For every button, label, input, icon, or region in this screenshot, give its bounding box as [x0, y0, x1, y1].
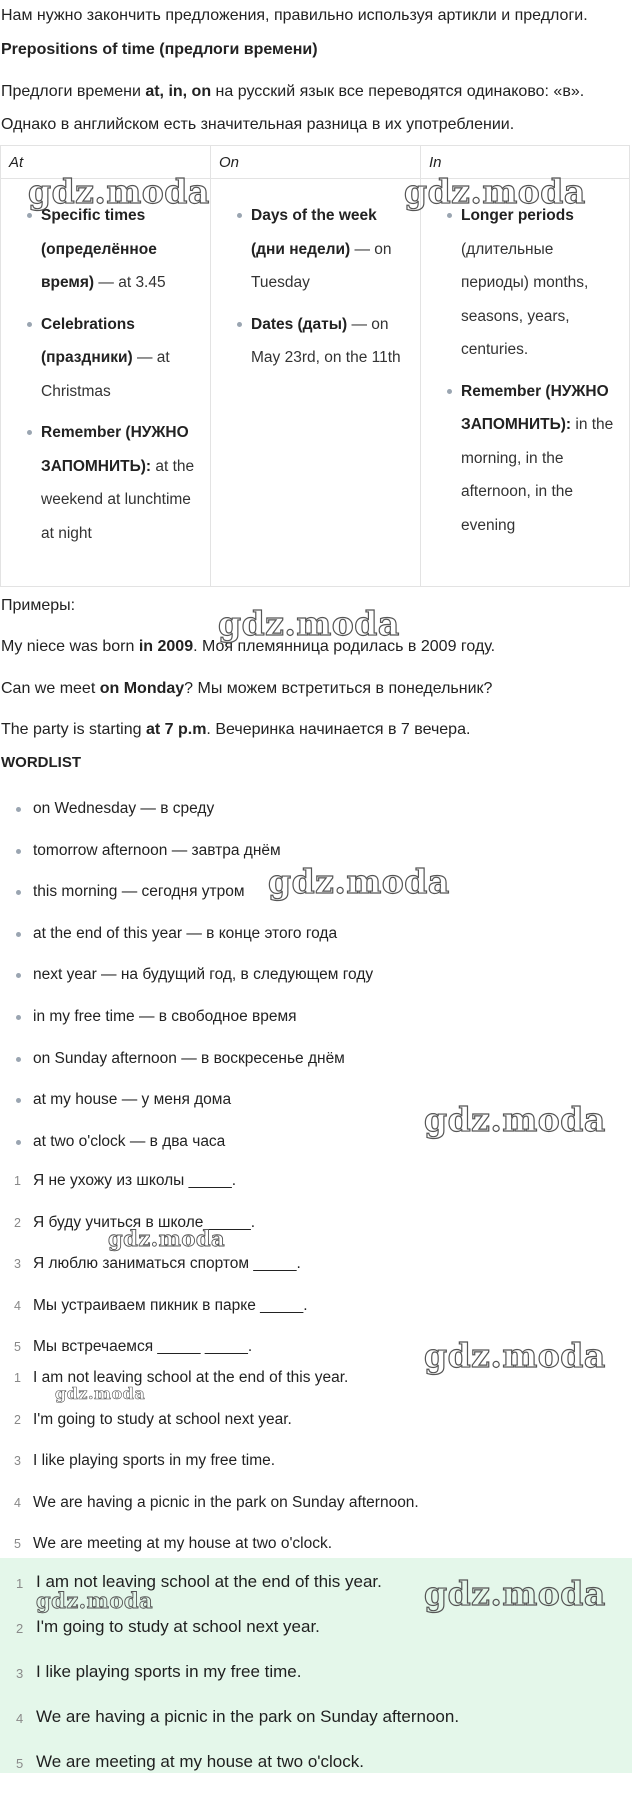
item-text: at the weekend at lunchtime at night [41, 457, 195, 542]
item-text: — at Christmas [41, 349, 170, 400]
wordlist-text: next year — на будущий год, в следующем году [33, 966, 374, 984]
item-number: 2 [14, 1215, 21, 1230]
bullet-icon [16, 1057, 21, 1062]
table-list-item [225, 199, 414, 300]
bullet-icon [16, 1098, 21, 1103]
final-answer-item [0, 1572, 459, 1617]
task-text: Я не ухожу из школы _____. [33, 1172, 236, 1189]
answer-text: We are meeting at my house at two o'clock. [33, 1535, 333, 1552]
column-header-on: On [211, 146, 420, 179]
column-header-at: At [1, 146, 210, 179]
example-preposition: on Monday [99, 680, 185, 697]
final-answer-text: We are having a picnic in the park on Sunday afternoon. [36, 1707, 460, 1726]
item-number: 4 [14, 1495, 21, 1510]
wordlist-text: on Wednesday — в среду [33, 800, 215, 817]
section-heading: Prepositions of time (предлоги времени) [1, 41, 318, 58]
final-answer-text: I like playing sports in my free time. [36, 1662, 302, 1681]
task-text: Мы встречаемся _____ _____. [33, 1338, 253, 1355]
example-preposition: at 7 p.m [145, 721, 207, 738]
answer-item [0, 1494, 419, 1536]
task-text: Мы устраиваем пикник в парке _____. [33, 1296, 308, 1314]
task-text: Я люблю заниматься спортом _____. [33, 1255, 301, 1272]
wordlist-text: this morning — сегодня утром [33, 883, 245, 901]
bullet-icon [27, 322, 32, 327]
answer-text: We are having a picnic in the park on Sunday afternoon. [33, 1493, 419, 1511]
item-number: 3 [14, 1257, 21, 1271]
rule-prepositions: at, in, on [145, 83, 212, 100]
example-text: . Моя племянница родилась в 2009 году. [193, 638, 496, 655]
answer-item [0, 1369, 419, 1411]
item-number: 5 [14, 1537, 21, 1551]
item-number: 3 [16, 1666, 24, 1681]
answer-text: I'm going to study at school next year. [33, 1410, 292, 1428]
watermark-logo: gdz.moda [108, 1226, 226, 1251]
table-column-on [211, 146, 421, 586]
watermark-logo: gdz.moda [424, 1336, 606, 1375]
table-list-item [15, 308, 204, 409]
item-text: — on Tuesday [251, 240, 392, 291]
example-text: My niece was born [1, 638, 139, 655]
table-list-item [15, 199, 204, 300]
item-number: 4 [14, 1298, 21, 1313]
item-number: 5 [14, 1340, 21, 1354]
final-answer-list [0, 1572, 459, 1797]
answer-text: I am not leaving school at the end of this year. [33, 1369, 349, 1386]
bullet-icon [16, 890, 21, 895]
wordlist [0, 800, 373, 1174]
wordlist-text: on Sunday afternoon — в воскресенье днём [33, 1049, 345, 1067]
item-number: 3 [14, 1454, 21, 1468]
table-list-item [435, 375, 623, 543]
task-item [0, 1297, 308, 1339]
rule-paragraph-2: Однако в английском есть значительная разница в их употреблении. [1, 116, 515, 133]
table-list-item [435, 199, 623, 367]
rule-paragraph [0, 82, 585, 102]
item-number: 1 [14, 1371, 21, 1385]
table-list-item [15, 416, 204, 550]
wordlist-title: WORDLIST [1, 754, 81, 771]
item-term: Celebrations (праздники) [41, 315, 135, 366]
column-header-in: In [421, 146, 629, 179]
answer-item [0, 1411, 419, 1453]
item-number: 4 [16, 1711, 24, 1726]
item-number: 2 [14, 1412, 21, 1427]
task-list [0, 1172, 308, 1380]
watermark-logo: gdz.moda [55, 1384, 146, 1403]
final-answer-item [0, 1707, 459, 1752]
wordlist-item [0, 800, 373, 842]
final-answer-item [0, 1752, 459, 1797]
bullet-icon [16, 849, 21, 854]
example-sentence [0, 637, 496, 657]
example-sentence [0, 679, 493, 699]
example-text: ? Мы можем встретиться в понедельник? [184, 680, 493, 697]
bullet-icon [27, 430, 32, 435]
final-answer-block [0, 1558, 632, 1773]
wordlist-text: tomorrow afternoon — завтра днём [33, 841, 281, 859]
bullet-icon [237, 213, 242, 218]
item-number: 1 [16, 1576, 24, 1591]
example-text: The party is starting [1, 721, 146, 738]
final-answer-item [0, 1662, 459, 1707]
wordlist-item [0, 842, 373, 884]
wordlist-text: in my free time — в свободное время [33, 1007, 297, 1025]
item-number: 2 [16, 1621, 24, 1636]
table-column-at [1, 146, 211, 586]
bullet-icon [16, 1140, 21, 1145]
answer-item [0, 1452, 419, 1494]
bullet-icon [447, 213, 452, 218]
task-item [0, 1172, 308, 1214]
item-number: 1 [14, 1174, 21, 1188]
bullet-icon [16, 807, 21, 812]
bullet-icon [447, 389, 452, 394]
example-text: . Вечеринка начинается в 7 вечера. [206, 721, 471, 738]
wordlist-item [0, 1050, 373, 1092]
item-text: (длительные периоды) months, seasons, years, centuries. [461, 240, 589, 358]
example-text: Can we meet [1, 680, 100, 697]
example-sentence [0, 720, 471, 740]
examples-title: Примеры: [1, 597, 76, 614]
item-term: Remember (НУЖНО ЗАПОМНИТЬ): [41, 424, 189, 475]
item-term: Remember (НУЖНО ЗАПОМНИТЬ): [461, 382, 609, 433]
item-term: Days of the week (дни недели) [251, 207, 377, 258]
prepositions-table [0, 145, 630, 587]
example-preposition: in 2009 [138, 638, 194, 655]
table-list-item [225, 308, 414, 375]
bullet-icon [27, 213, 32, 218]
wordlist-item [0, 883, 373, 925]
intro-text: Нам нужно закончить предложения, правильно используя артикли и предлоги. [1, 7, 588, 24]
bullet-icon [237, 322, 242, 327]
rule-text-after: на русский язык все переводятся одинаково: «в». [211, 83, 585, 100]
item-number: 5 [16, 1756, 24, 1771]
wordlist-item [0, 925, 373, 967]
item-text: — on May 23rd, on the 11th [251, 315, 401, 366]
table-column-in [421, 146, 629, 586]
task-item [0, 1255, 308, 1297]
item-term: Longer periods [461, 207, 574, 224]
answer-text: I like playing sports in my free time. [33, 1452, 276, 1469]
task-text: Я буду учиться в школе _____. [33, 1213, 256, 1231]
final-answer-text: I'm going to study at school next year. [36, 1617, 320, 1636]
watermark-logo: gdz.moda [218, 604, 400, 643]
wordlist-item [0, 1091, 373, 1133]
final-answer-text: We are meeting at my house at two o'clock. [36, 1752, 364, 1771]
item-term: Dates (даты) [251, 315, 348, 333]
wordlist-item [0, 1008, 373, 1050]
rule-text-before: Предлоги времени [1, 83, 146, 100]
final-answer-text: I am not leaving school at the end of this year. [36, 1572, 382, 1591]
final-answer-item [0, 1617, 459, 1662]
task-item [0, 1214, 308, 1256]
wordlist-text: at my house — у меня дома [33, 1091, 232, 1109]
wordlist-text: at two o'clock — в два часа [33, 1132, 226, 1150]
watermark-logo: gdz.moda [268, 862, 450, 901]
bullet-icon [16, 973, 21, 978]
wordlist-item [0, 1133, 373, 1175]
bullet-icon [16, 1015, 21, 1020]
bullet-icon [16, 932, 21, 937]
item-text: in the morning, in the afternoon, in the evening [461, 416, 614, 534]
watermark-logo: gdz.moda [28, 172, 210, 211]
wordlist-item [0, 966, 373, 1008]
watermark-logo: gdz.moda [404, 172, 586, 211]
item-term: Specific times (определённое время) [41, 207, 157, 291]
answer-list [0, 1369, 419, 1577]
wordlist-text: at the end of this year — в конце этого года [33, 924, 338, 942]
item-text: — at 3.45 [94, 274, 166, 291]
watermark-logo: gdz.moda [424, 1100, 606, 1139]
